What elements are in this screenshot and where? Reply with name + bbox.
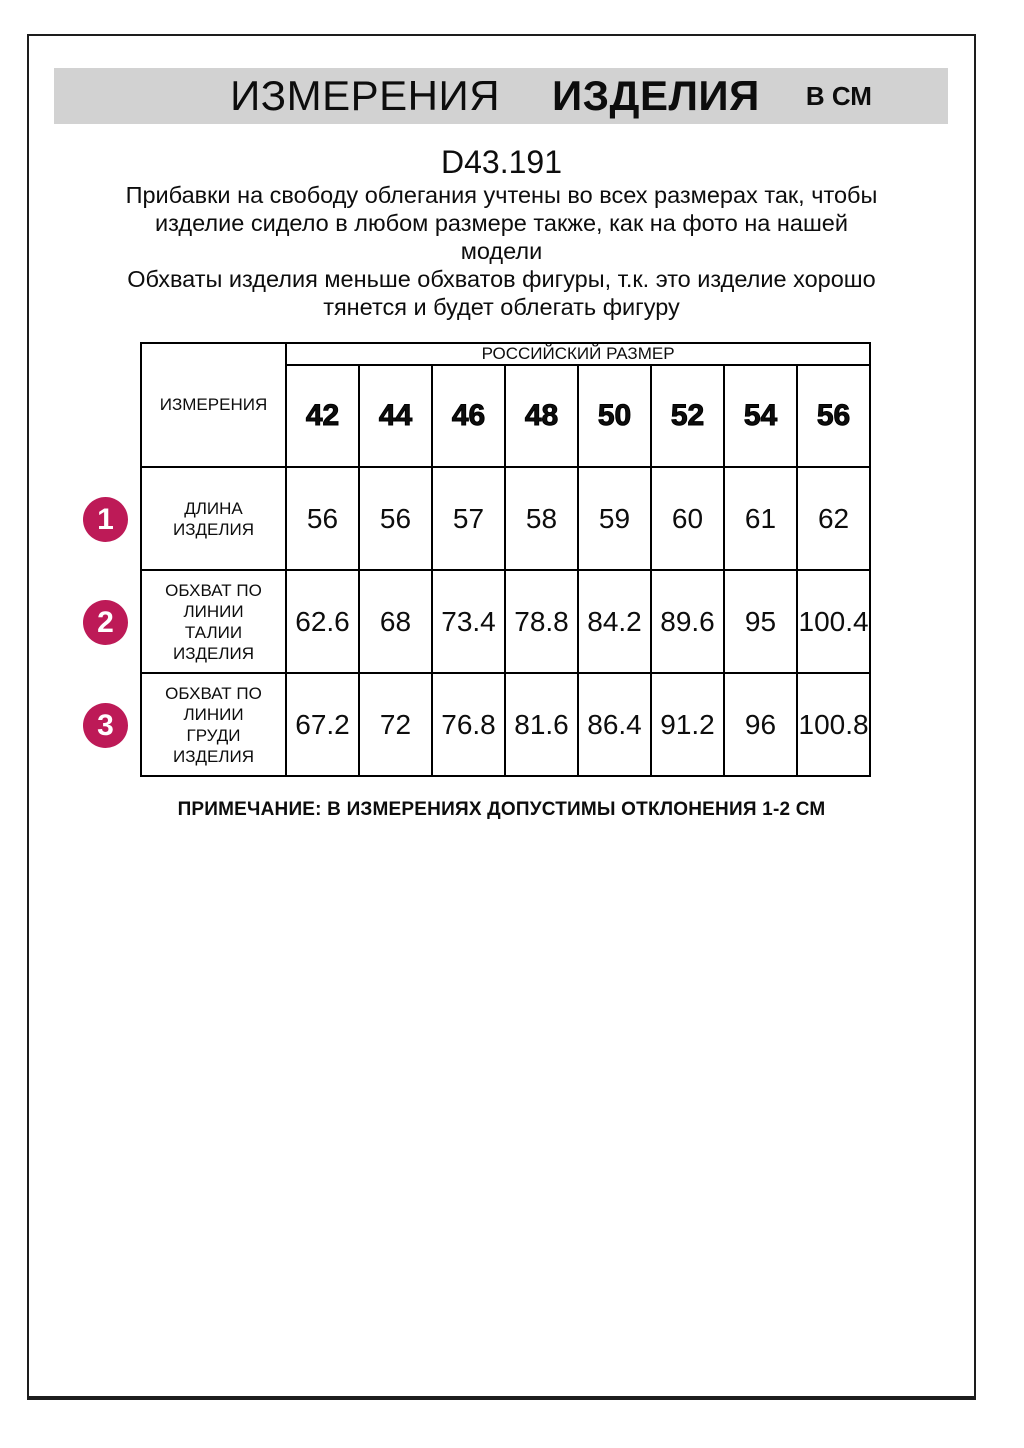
header-title-product: ИЗДЕЛИЯ — [552, 72, 760, 119]
model-code: D43.191 — [441, 144, 562, 180]
header-title-measurements: ИЗМЕРЕНИЯ — [230, 72, 501, 119]
value-cell: 60 — [651, 467, 724, 570]
size-column-header: 54 — [724, 365, 797, 467]
value-cell: 100.4 — [797, 570, 870, 673]
value-cell: 56 — [286, 467, 359, 570]
size-column-header: 44 — [359, 365, 432, 467]
stretch-note-paragraph — [29, 265, 974, 321]
value-cell: 67.2 — [286, 673, 359, 776]
marker-number: 3 — [97, 708, 114, 742]
page-border-frame — [27, 34, 976, 1400]
marker-number: 2 — [97, 605, 114, 639]
size-column-header: 48 — [505, 365, 578, 467]
value-cell: 58 — [505, 467, 578, 570]
paragraph-line: модели — [460, 238, 543, 264]
row-marker-1 — [83, 497, 128, 542]
header-title-units: В СМ — [805, 80, 872, 111]
row-marker-3 — [83, 703, 128, 748]
value-cell: 61 — [724, 467, 797, 570]
marker-number: 1 — [97, 502, 114, 536]
header-band — [54, 68, 948, 124]
value-cell: 57 — [432, 467, 505, 570]
value-cell: 62.6 — [286, 570, 359, 673]
row-marker-2 — [83, 600, 128, 645]
value-cell: 96 — [724, 673, 797, 776]
row-label-cell: ОБХВАТ ПО ЛИНИИ ГРУДИ ИЗДЕЛИЯ — [141, 673, 286, 776]
size-column-header: 42 — [286, 365, 359, 467]
size-column-header: 52 — [651, 365, 724, 467]
value-cell: 62 — [797, 467, 870, 570]
value-cell: 76.8 — [432, 673, 505, 776]
size-column-header: 56 — [797, 365, 870, 467]
tolerance-note: ПРИМЕЧАНИЕ: В ИЗМЕРЕНИЯХ ДОПУСТИМЫ ОТКЛОНЕНИЯ 1-2 СМ — [177, 799, 826, 820]
value-cell: 89.6 — [651, 570, 724, 673]
value-cell: 68 — [359, 570, 432, 673]
size-table — [140, 342, 871, 777]
value-cell: 81.6 — [505, 673, 578, 776]
paragraph-line: Прибавки на свободу облегания учтены во всех размерах так, чтобы — [125, 182, 878, 208]
measurement-row-chest — [141, 673, 870, 776]
size-column-header: 46 — [432, 365, 505, 467]
value-cell: 84.2 — [578, 570, 651, 673]
paragraph-line: тянется и будет облегать фигуру — [323, 294, 680, 320]
paragraph-line: изделие сидело в любом размере также, как на фото на нашей — [155, 210, 848, 236]
size-column-header: 50 — [578, 365, 651, 467]
fit-allowance-paragraph — [29, 181, 974, 265]
paragraph-line: Обхваты изделия меньше обхватов фигуры, т.к. это изделие хорошо — [127, 266, 876, 292]
value-cell: 73.4 — [432, 570, 505, 673]
value-cell: 72 — [359, 673, 432, 776]
row-label-cell: ДЛИНА ИЗДЕЛИЯ — [141, 467, 286, 570]
measurement-row-length — [141, 467, 870, 570]
value-cell: 78.8 — [505, 570, 578, 673]
measurements-header-cell: ИЗМЕРЕНИЯ — [141, 343, 286, 467]
row-label-cell: ОБХВАТ ПО ЛИНИИ ТАЛИИ ИЗДЕЛИЯ — [141, 570, 286, 673]
value-cell: 100.8 — [797, 673, 870, 776]
value-cell: 56 — [359, 467, 432, 570]
measurement-row-waist — [141, 570, 870, 673]
value-cell: 59 — [578, 467, 651, 570]
russian-size-header-cell: РОССИЙСКИЙ РАЗМЕР — [286, 343, 870, 365]
value-cell: 95 — [724, 570, 797, 673]
value-cell: 86.4 — [578, 673, 651, 776]
value-cell: 91.2 — [651, 673, 724, 776]
